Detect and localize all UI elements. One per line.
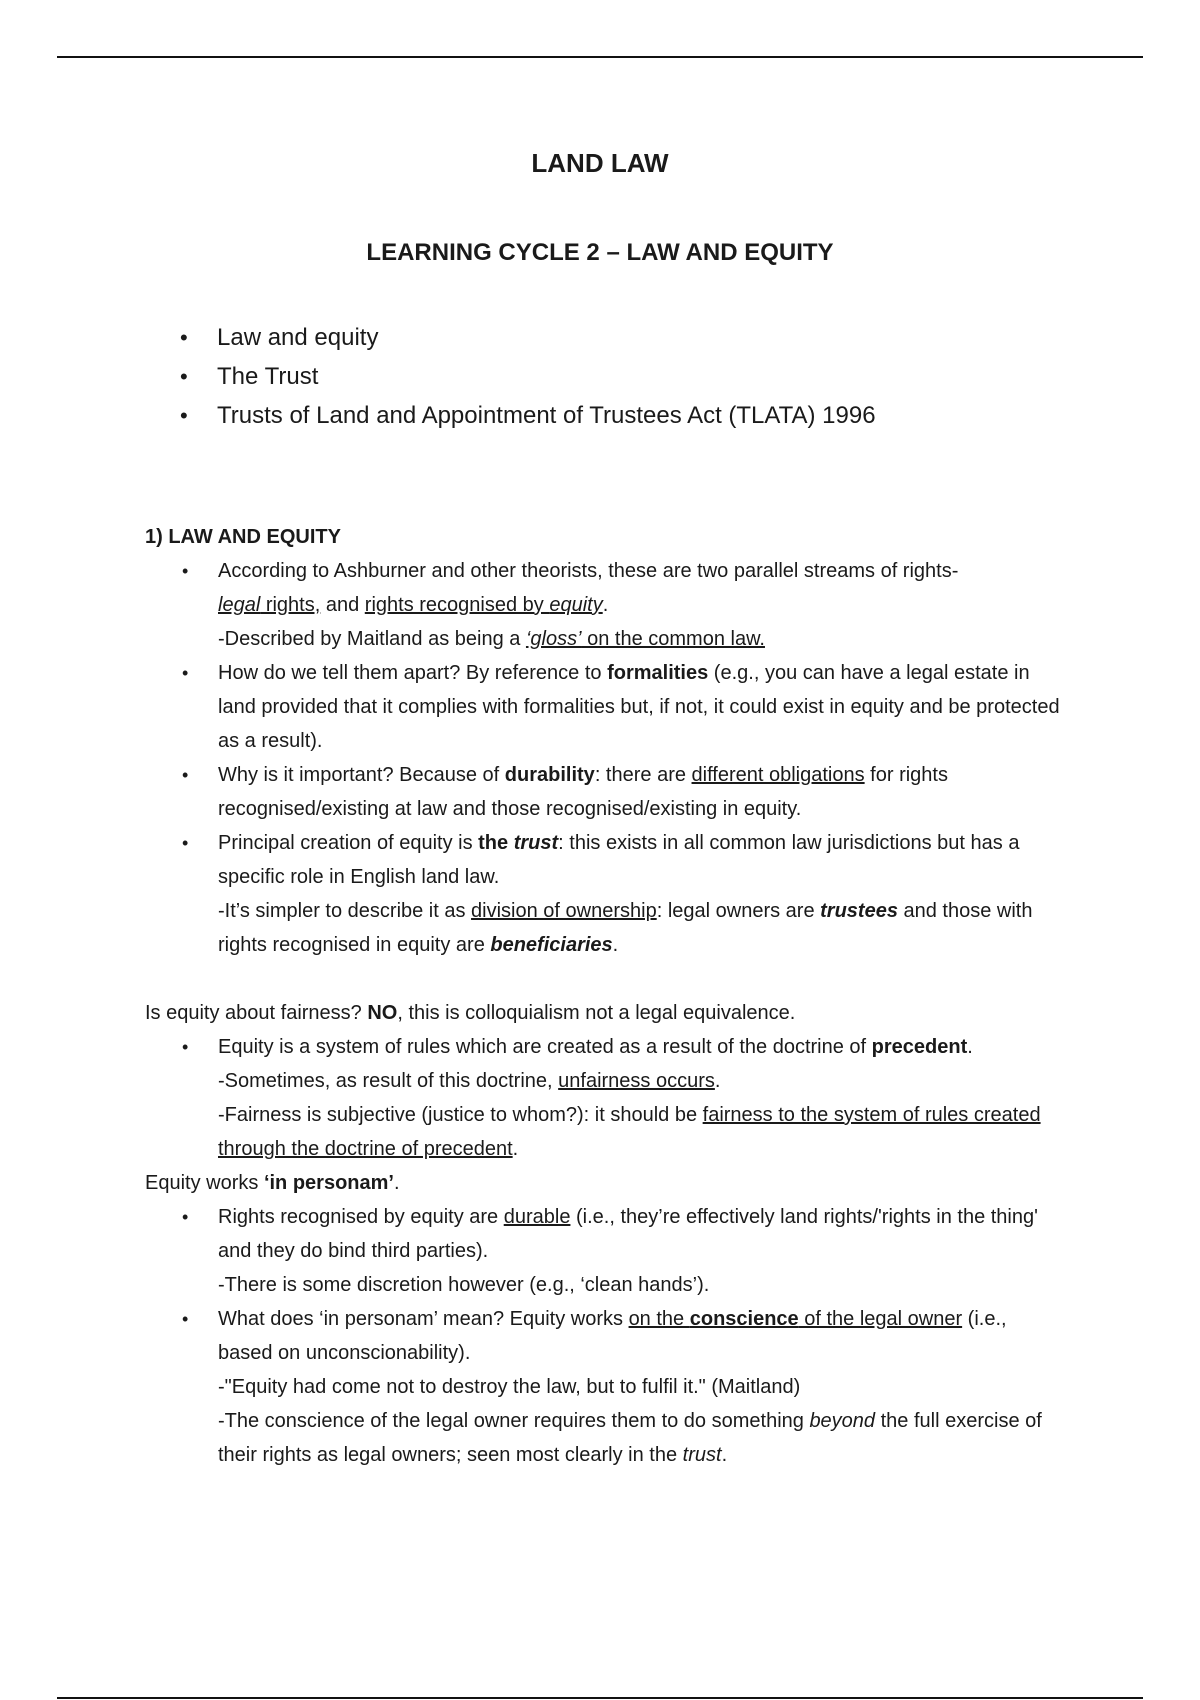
document-body xyxy=(145,520,1065,1472)
bullet-item: • Principal creation of equity is the trust: this exists in all common law jurisdictions but has a specific role in English land law. -It’s simpler to describe it as division of ownership: legal owners are trustees and those with rights recognised in equity are beneficiaries. xyxy=(145,826,1065,962)
topic-list xyxy=(180,318,876,435)
fairness-bullets xyxy=(145,1030,1065,1166)
bullet-item: • According to Ashburner and other theorists, these are two parallel streams of rights- legal rights, and rights recognised by equity. -Described by Maitland as being a ‘gloss’ on the common law. xyxy=(145,554,1065,656)
bullet-item: • Why is it important? Because of durability: there are different obligations for rights recognised/existing at law and those recognised/existing in equity. xyxy=(145,758,1065,826)
bullet-item: • Equity is a system of rules which are created as a result of the doctrine of precedent. -Sometimes, as result of this doctrine, unfairness occurs. -Fairness is subjective (justice to whom?): it should be fairness to the system of rules created through the doctrine of precedent. xyxy=(145,1030,1065,1166)
bullet-item: • What does ‘in personam’ mean? Equity works on the conscience of the legal owner (i.e., based on unconscionability). -"Equity had come not to destroy the law, but to fulfil it." (Maitland) -The conscience of the legal owner requires them to do something beyond the full exercise of their rights as legal owners; seen most clearly in the trust. xyxy=(145,1302,1065,1472)
top-rule xyxy=(57,56,1143,58)
topic-item: • Trusts of Land and Appointment of Trustees Act (TLATA) 1996 xyxy=(180,396,876,435)
section1-bullets xyxy=(145,554,1065,962)
document-title: LAND LAW xyxy=(531,148,669,178)
personam-statement: Equity works ‘in personam’. xyxy=(145,1172,400,1194)
personam-bullets xyxy=(145,1200,1065,1472)
bullet-item: • How do we tell them apart? By reference to formalities (e.g., you can have a legal estate in land provided that it complies with formalities but, if not, it could exist in equity and be protected as a result). xyxy=(145,656,1065,758)
topic-item: • Law and equity xyxy=(180,318,876,357)
section-heading: 1) LAW AND EQUITY xyxy=(145,526,341,548)
bottom-rule xyxy=(57,1697,1143,1699)
fairness-question: Is equity about fairness? NO, this is colloquialism not a legal equivalence. xyxy=(145,1002,796,1024)
topic-item: • The Trust xyxy=(180,357,876,396)
document-subtitle: LEARNING CYCLE 2 – LAW AND EQUITY xyxy=(366,239,834,266)
bullet-item: • Rights recognised by equity are durable (i.e., they’re effectively land rights/'rights in the thing' and they do bind third parties). -There is some discretion however (e.g., ‘clean hands’). xyxy=(145,1200,1065,1302)
